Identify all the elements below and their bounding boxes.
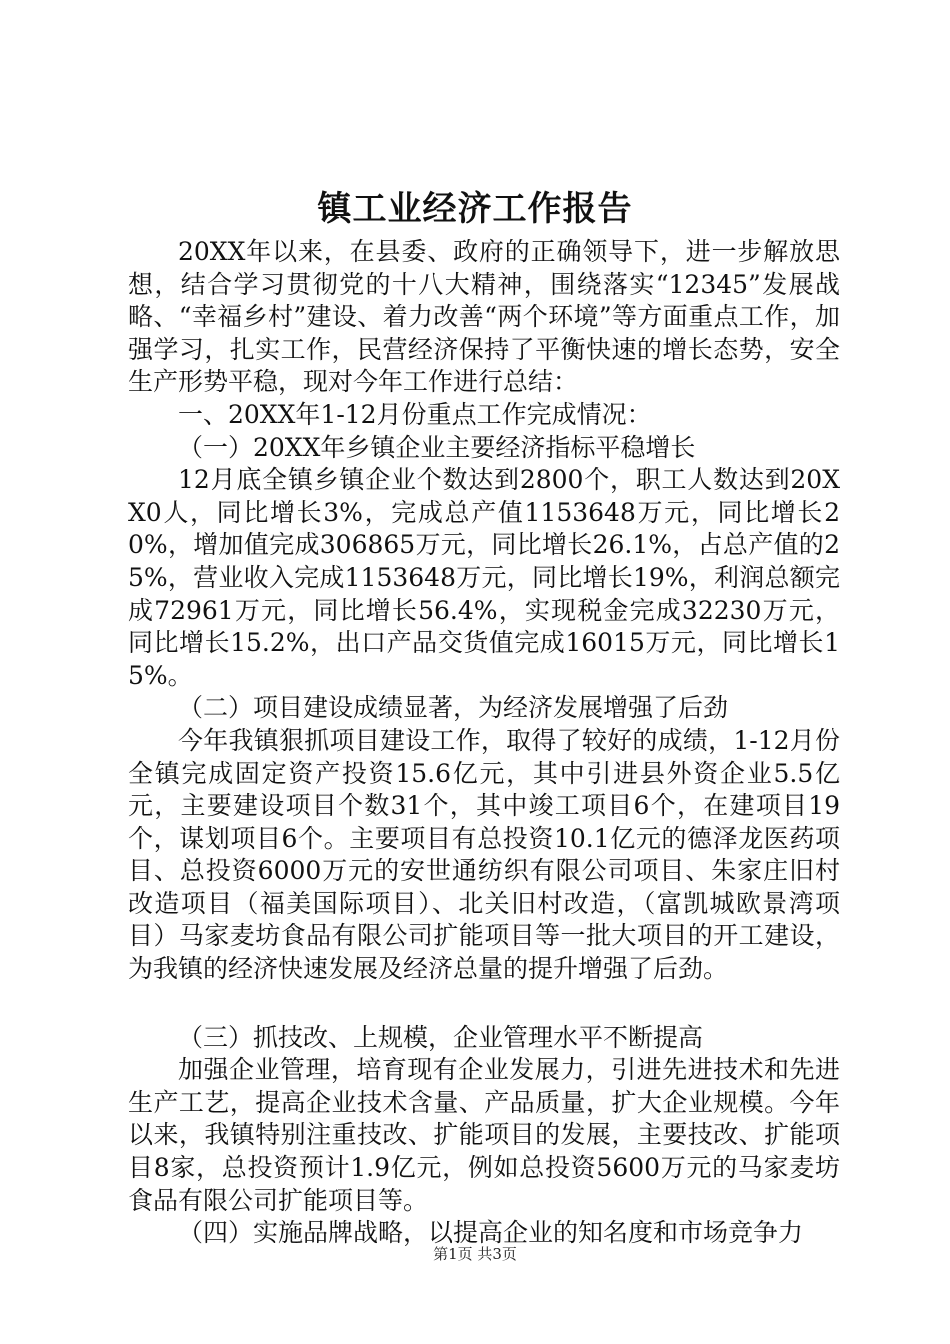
subsection-heading-3: （三）抓技改、上规模，企业管理水平不断提高 <box>178 1022 704 1052</box>
management-paragraph: 加强企业管理，培育现有企业发展力，引进先进技术和先进生产工艺，提高企业技术含量、产品质量，扩大企业规模。今年以来，我镇特别注重技改、扩能项目的发展，主要技改、扩能项目8家，总投资预计1.9亿元，例如总投资5600万元的马家麦坊食品有限公司扩能项目等。 <box>128 1055 840 1215</box>
indicators-paragraph: 12月底全镇乡镇企业个数达到2800个，职工人数达到20XX0人，同比增长3%，完成总产值1153648万元，同比增长20%，增加值完成306865万元，同比增长26.1%，占总产值的25%，营业收入完成1153648万元，同比增长19%，利润总额完成72961万元，同比增长56.4%，实现税金完成32230万元，同比增长15.2%，出口产品交货值完成16015万元，同比增长15%。 <box>128 465 840 690</box>
document-body <box>128 236 840 1250</box>
page-footer: 第1页 共3页 <box>433 1245 517 1263</box>
intro-paragraph: 20XX年以来，在县委、政府的正确领导下，进一步解放思想，结合学习贯彻党的十八大精神，围绕落实“12345”发展战略、“幸福乡村”建设、着力改善“两个环境”等方面重点工作，加强学习，扎实工作，民营经济保持了平衡快速的增长态势，安全生产形势平稳，现对今年工作进行总结： <box>128 237 840 397</box>
subsection-heading-2: （二）项目建设成绩显著，为经济发展增强了后劲 <box>178 693 729 723</box>
subsection-heading-4: （四）实施品牌战略，以提高企业的知名度和市场竞争力 <box>178 1218 804 1248</box>
section-heading-1: 一、20XX年1-12月份重点工作完成情况： <box>178 399 652 429</box>
document-title: 镇工业经济工作报告 <box>317 189 633 229</box>
subsection-heading-1: （一）20XX年乡镇企业主要经济指标平稳增长 <box>178 432 696 462</box>
projects-paragraph: 今年我镇狠抓项目建设工作，取得了较好的成绩，1-12月份全镇完成固定资产投资15.6亿元，其中引进县外资企业5.5亿元，主要建设项目个数31个，其中竣工项目6个，在建项目19个，谋划项目6个。主要项目有总投资10.1亿元的德泽龙医药项目、总投资6000万元的安世通纺织有限公司项目、朱家庄旧村改造项目（福美国际项目）、北关旧村改造，（富凯城欧景湾项目）马家麦坊食品有限公司扩能项目等一批大项目的开工建设，为我镇的经济快速发展及经济总量的提升增强了后劲。 <box>128 725 840 984</box>
paragraph-spacer <box>128 986 840 1022</box>
